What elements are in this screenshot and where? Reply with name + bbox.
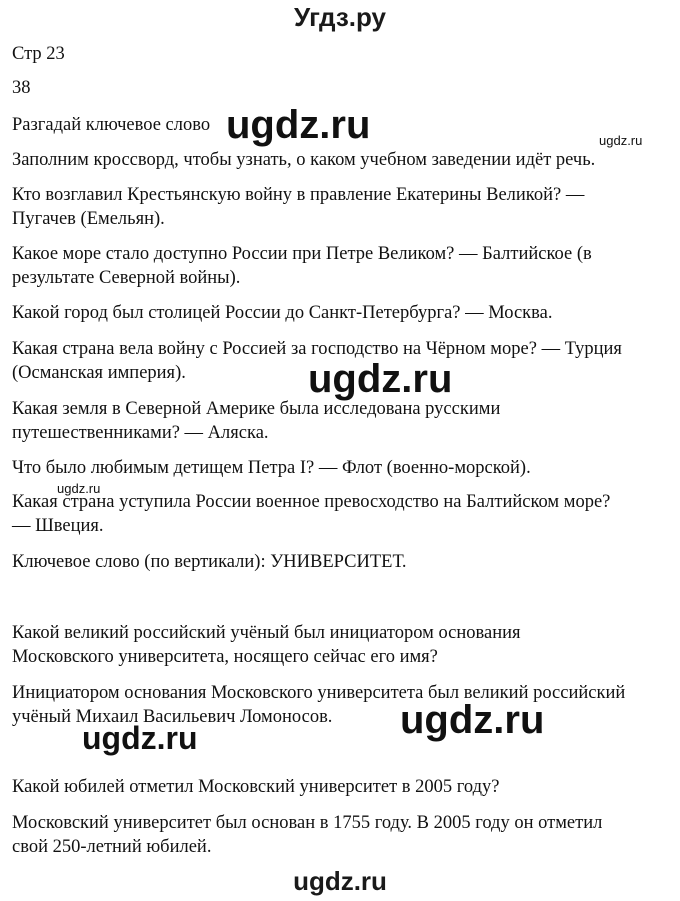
watermark: ugdz.ru [82,720,198,756]
paragraph-line: Инициатором основания Московского университета был великий российский [12,683,626,703]
watermark-small: ugdz.ru [599,133,643,148]
watermark: ugdz.ru [308,357,453,401]
paragraph-line: — Швеция. [12,516,104,536]
task-number: 38 [12,78,31,98]
paragraph-line: Пугачев (Емельян). [12,209,165,229]
paragraph-line: Какая страна вела войну с Россией за господство на Чёрном море? — Турция [12,339,622,359]
paragraph-line: путешественниками? — Аляска. [12,423,269,443]
paragraph-line: Ключевое слово (по вертикали): УНИВЕРСИТЕТ. [12,552,407,572]
paragraph-line: Кто возглавил Крестьянскую войну в правление Екатерины Великой? — [12,185,585,205]
paragraph-line: Какой юбилей отметил Московский университет в 2005 году? [12,777,500,797]
paragraph-line: Какой город был столицей России до Санкт-Петербурга? — Москва. [12,303,553,323]
paragraph-line: Заполним кроссворд, чтобы узнать, о каком учебном заведении идёт речь. [12,150,596,170]
paragraph-line: (Османская империя). [12,363,186,383]
paragraph-line: Что было любимым детищем Петра I? — Флот (военно-морской). [12,458,531,478]
paragraph-line: свой 250-летний юбилей. [12,837,212,857]
paragraph-line: Какая страна уступила России военное превосходство на Балтийском море? [12,492,611,512]
paragraph-line: Какое море стало доступно России при Петре Великом? — Балтийское (в [12,244,592,264]
paragraph-line: учёный Михаил Васильевич Ломоносов. [12,707,333,727]
footer-watermark: ugdz.ru [293,866,387,896]
task-title: Разгадай ключевое слово [12,115,211,135]
site-header: Угдз.ру [294,2,386,32]
paragraph-line: результате Северной войны). [12,268,241,288]
watermark: ugdz.ru [226,103,371,147]
page-label: Стр 23 [12,44,65,64]
watermark-small: ugdz.ru [57,481,101,496]
paragraph-line: Какая земля в Северной Америке была исследована русскими [12,399,501,419]
paragraph-line: Московского университета, носящего сейчас его имя? [12,647,438,667]
paragraph-line: Московский университет был основан в 1755 году. В 2005 году он отметил [12,813,603,833]
paragraph-line: Какой великий российский учёный был инициатором основания [12,623,521,643]
watermark: ugdz.ru [400,698,545,742]
